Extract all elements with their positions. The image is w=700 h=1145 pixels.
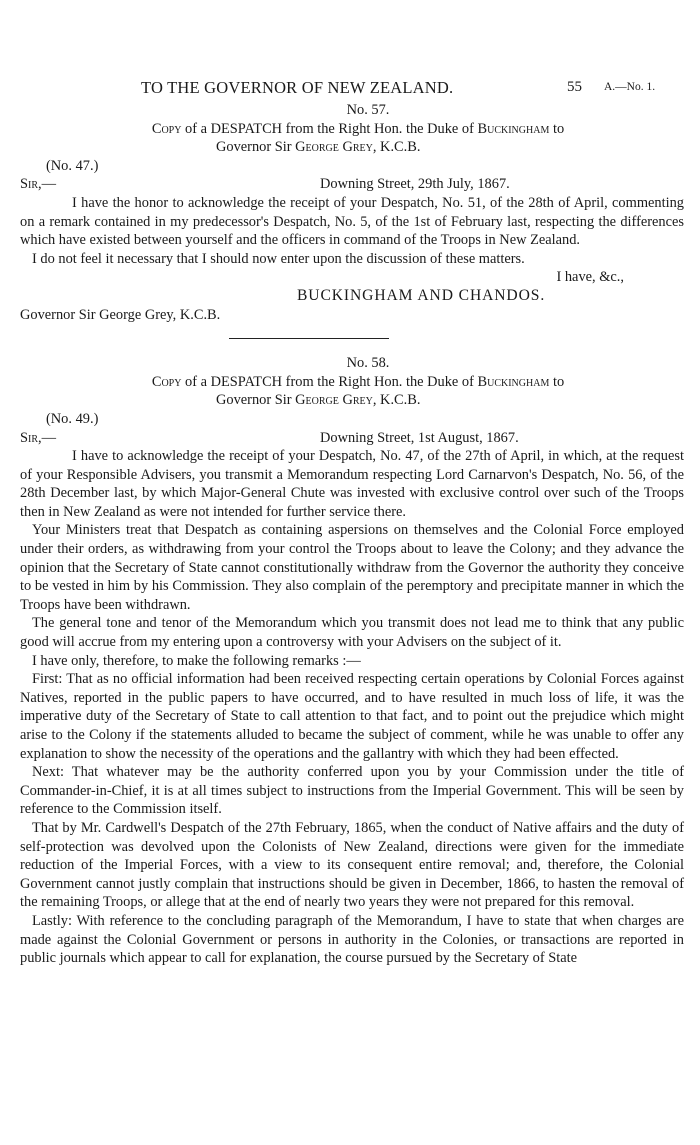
despatch-number: No. 57. (346, 102, 390, 118)
header-title: TO THE GOVERNOR OF NEW ZEALAND. (141, 78, 454, 97)
despatch-ref: (No. 49.) (46, 410, 99, 427)
title-text: of a DESPATCH from the Right Hon. the Duke of (181, 120, 478, 137)
dateline: Downing Street, 29th July, 1867. (320, 176, 510, 193)
dateline: Downing Street, 1st August, 1867. (320, 429, 519, 446)
paragraph: First: That as no official information had been received respecting certain operations by Colonial Forces against Natives, reported in the public papers to have occurred, and to have resulted in much loss of life, it was the imperative duty of the Secretary of State to call attention to that fact, and to point out the prejudice which might arise to the Colony if the statements alluded to became the subject of comment, while he was unable to offer any explanation to show the necessity of the operations and the gallantry with which they had been effected. (20, 671, 684, 762)
paragraph: I have only, therefore, to make the following remarks :— (32, 652, 361, 669)
title-text: of a DESPATCH from the Right Hon. the Duke of (181, 373, 478, 390)
section-divider (229, 338, 389, 339)
closing: I have, &c., (556, 269, 624, 286)
title-to: to (549, 120, 565, 137)
title-duke: Buckingham (477, 120, 550, 137)
title-line2-name: George Grey (295, 139, 373, 156)
despatch-57 (20, 101, 684, 324)
title-to: to (549, 373, 565, 390)
despatch-58 (20, 354, 684, 968)
title-duke: Buckingham (477, 373, 550, 390)
title-line2-c: , K.C.B. (372, 392, 421, 409)
page-number: 55 (567, 79, 582, 95)
paragraph: Next: That whatever may be the authority conferred upon you by your Commission under the title of Commander-in-Chief, it is at all times subject to instructions from the Imperial Government. This will be seen by reference to the Commission itself. (20, 764, 684, 818)
paragraph: I have to acknowledge the receipt of your Despatch, No. 47, of the 27th of April, in which, at the request of your Responsible Advisers, you transmit a Memorandum respecting Lord Carnarvon's Despatch, No. 56, of the 28th December last, by which Major-General Chute was invested with exclusive control over such of the Troops then in New Zealand as were not intended for further service there. (20, 448, 684, 520)
running-header (0, 78, 700, 100)
paragraph: Lastly: With reference to the concluding paragraph of the Memorandum, I have to state that when charges are made against the Colonial Government or persons in authority in the Colonies, or transactions are reported in public journals which appear to call for explanation, the course pursued by the Secretary of State (20, 912, 684, 967)
despatch-title-line2 (20, 138, 684, 157)
paragraph: I do not feel it necessary that I should now enter upon the discussion of these matters. (32, 250, 525, 267)
title-line2-name: George Grey (295, 392, 373, 409)
despatch-ref: (No. 47.) (46, 157, 99, 174)
title-line2-a: Governor Sir (216, 392, 296, 409)
salutation: Sir,— (20, 176, 56, 193)
paragraph: That by Mr. Cardwell's Despatch of the 27th February, 1865, when the conduct of Native affairs and the duty of self-protection was devolved upon the Colonists of New Zealand, directions were given for the immediate reduction of the Imperial Forces, with a view to its consequent entire removal; and, therefore, the Colonial Government cannot justly complain that instructions should be given in December, 1866, to hasten the removal of the remaining Troops, or allege that at the end of nearly two years they were not prepared for this removal. (20, 819, 684, 911)
salutation-line (20, 175, 684, 194)
title-prefix: Copy (151, 120, 182, 137)
title-prefix: Copy (151, 373, 182, 390)
paragraph: Your Ministers treat that Despatch as containing aspersions on themselves and the Colonial Force employed under their orders, as withdrawing from your control the Troops about to leave the Colony; and they advance the opinion that the Secretary of State cannot constitutionally withdraw from the Governor the authority they conceive to be vested in him by his Commission. They also complain of the peremptory and precipitate manner in which the Troops have been withdrawn. (20, 522, 684, 613)
title-line2-a: Governor Sir (216, 139, 296, 156)
document-body (20, 101, 684, 968)
despatch-title (20, 120, 684, 139)
addressee: Governor Sir George Grey, K.C.B. (20, 306, 221, 323)
signature: BUCKINGHAM AND CHANDOS. (297, 286, 546, 304)
title-line2-c: , K.C.B. (372, 139, 421, 156)
despatch-title-line2 (20, 391, 684, 410)
paper-reference: A.—No. 1. (604, 81, 656, 93)
despatch-title (20, 373, 684, 392)
despatch-number: No. 58. (346, 355, 390, 372)
paragraph: The general tone and tenor of the Memorandum which you transmit does not lead me to think that any public good will accrue from my entering upon a controversy with your Advisers on the subject of it. (20, 615, 684, 651)
paragraph: I have the honor to acknowledge the receipt of your Despatch, No. 51, of the 28th of April, commenting on a remark contained in my predecessor's Despatch, No. 5, of the 1st of February last, respecting the differences which have existed between yourself and the officers in command of the Troops in New Zealand. (20, 194, 684, 249)
salutation: Sir,— (20, 429, 56, 446)
salutation-line (20, 429, 684, 448)
